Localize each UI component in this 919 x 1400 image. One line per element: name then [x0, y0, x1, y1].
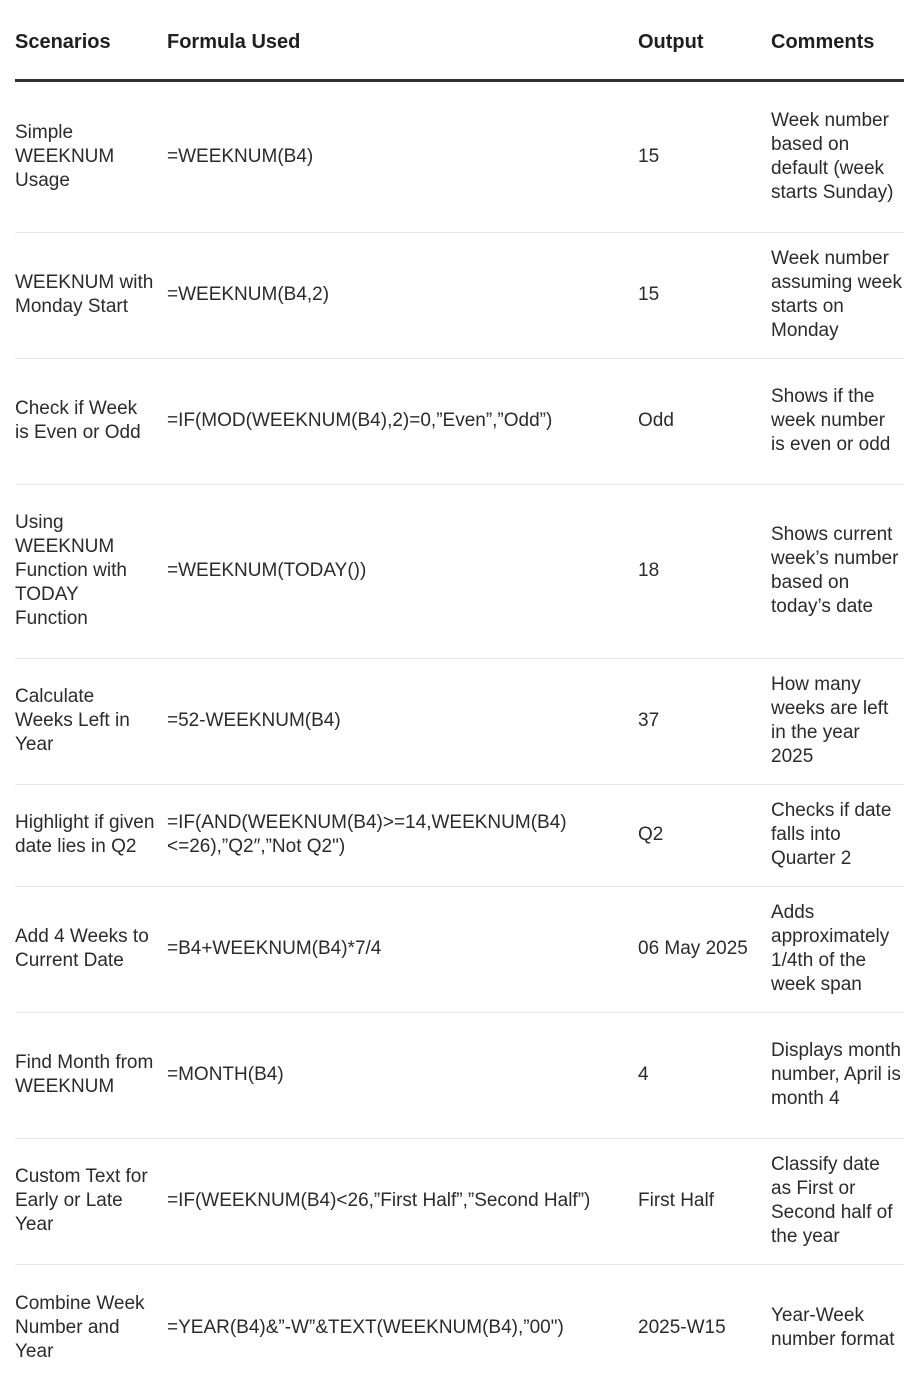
comment-cell: Adds approximately 1/4th of the week span	[771, 886, 904, 1012]
header-formula-used: Formula Used	[167, 0, 638, 80]
scenario-cell: Using WEEKNUM Function with TODAY Function	[15, 484, 167, 658]
output-cell: First Half	[638, 1138, 771, 1264]
comment-cell: Checks if date falls into Quarter 2	[771, 784, 904, 886]
formula-cell: =WEEKNUM(B4)	[167, 80, 638, 232]
table-row	[15, 1138, 904, 1264]
scenario-cell: Add 4 Weeks to Current Date	[15, 886, 167, 1012]
output-cell: 37	[638, 658, 771, 784]
header-comments: Comments	[771, 0, 904, 80]
table-row	[15, 232, 904, 358]
output-cell: 06 May 2025	[638, 886, 771, 1012]
formula-cell: =WEEKNUM(TODAY())	[167, 484, 638, 658]
formula-cell: =IF(AND(WEEKNUM(B4)>=14,WEEKNUM(B4)<=26),”Q2″,”Not Q2")	[167, 784, 638, 886]
scenario-cell: Calculate Weeks Left in Year	[15, 658, 167, 784]
comment-cell: Week number based on default (week starts Sunday)	[771, 80, 904, 232]
comment-cell: Displays month number, April is month 4	[771, 1012, 904, 1138]
comment-cell: Week number assuming week starts on Monday	[771, 232, 904, 358]
scenario-cell: Combine Week Number and Year	[15, 1293, 145, 1363]
table-body	[15, 80, 904, 1392]
header-row	[15, 0, 904, 80]
table-row	[15, 1012, 904, 1138]
comment-cell: Shows if the week number is even or odd	[771, 358, 904, 484]
table-container	[15, 0, 904, 1392]
output-cell: 2025-W15	[638, 1317, 726, 1339]
table-row	[15, 80, 904, 232]
output-cell: 15	[638, 232, 771, 358]
output-cell: 15	[638, 80, 771, 232]
header-output: Output	[638, 0, 771, 80]
table-row	[15, 484, 904, 658]
output-cell: Odd	[638, 358, 771, 484]
table-row	[15, 358, 904, 484]
scenario-cell: Highlight if given date lies in Q2	[15, 784, 167, 886]
formula-cell: =WEEKNUM(B4,2)	[167, 232, 638, 358]
scenario-cell: Custom Text for Early or Late Year	[15, 1138, 167, 1264]
table-row	[15, 886, 904, 1012]
header-scenarios: Scenarios	[15, 0, 167, 80]
comment-cell: Classify date as First or Second half of the year	[771, 1138, 904, 1264]
weeknum-scenarios-table	[15, 0, 904, 1392]
comment-cell: Year-Week number format	[771, 1305, 895, 1351]
formula-cell: =52-WEEKNUM(B4)	[167, 658, 638, 784]
table-header	[15, 0, 904, 80]
formula-cell: =IF(WEEKNUM(B4)<26,”First Half”,”Second Half”)	[167, 1138, 638, 1264]
comment-cell: Shows current week’s number based on today’s date	[771, 484, 904, 658]
formula-cell: =IF(MOD(WEEKNUM(B4),2)=0,”Even”,”Odd”)	[167, 358, 638, 484]
table-row	[15, 1264, 904, 1392]
formula-cell: =YEAR(B4)&”-W”&TEXT(WEEKNUM(B4),”00")	[167, 1317, 564, 1339]
formula-cell: =MONTH(B4)	[167, 1012, 638, 1138]
scenario-cell: WEEKNUM with Monday Start	[15, 232, 167, 358]
output-cell: 18	[638, 484, 771, 658]
output-cell: 4	[638, 1012, 771, 1138]
output-cell: Q2	[638, 784, 771, 886]
table-row	[15, 784, 904, 886]
scenario-cell: Check if Week is Even or Odd	[15, 358, 167, 484]
scenario-cell: Simple WEEKNUM Usage	[15, 80, 167, 232]
table-row	[15, 658, 904, 784]
scenario-cell: Find Month from WEEKNUM	[15, 1012, 167, 1138]
formula-cell: =B4+WEEKNUM(B4)*7/4	[167, 886, 638, 1012]
comment-cell: How many weeks are left in the year 2025	[771, 658, 904, 784]
